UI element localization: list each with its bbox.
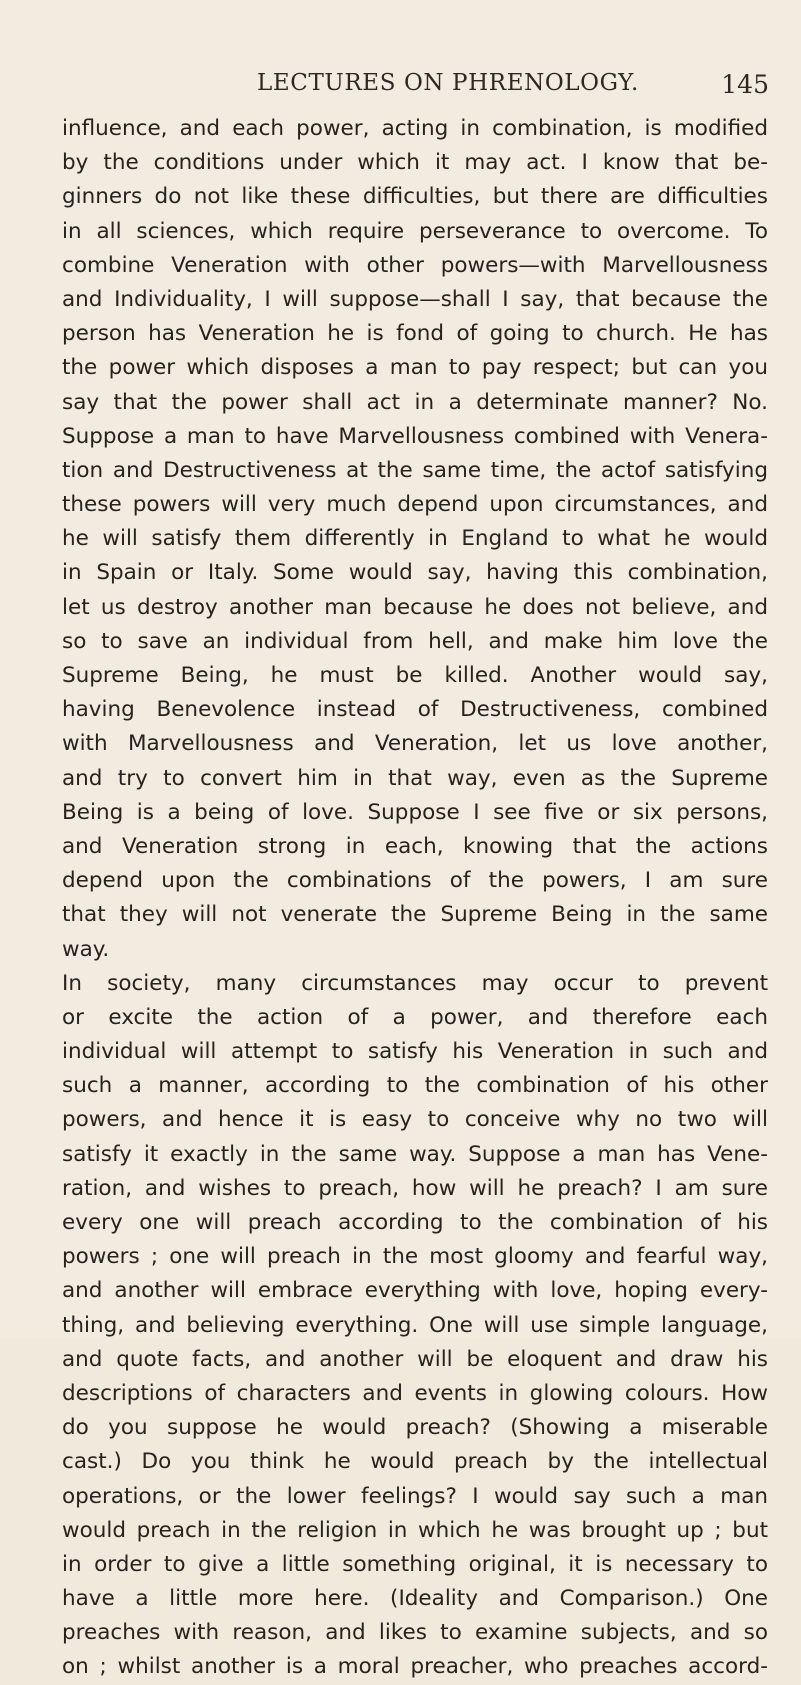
text-line: on ; whilst another is a moral preacher, who preaches accord- <box>62 1654 768 1680</box>
text-line: ration, and wishes to preach, how will he preach? I am sure <box>62 1175 768 1201</box>
text-line: Being is a being of love. Suppose I see five or six persons, <box>62 799 768 825</box>
text-line: let us destroy another man because he does not believe, and <box>62 594 768 620</box>
text-line: Suppose a man to have Marvellousness combined with Venera- <box>62 423 768 449</box>
running-title: LECTURES ON PHRENOLOGY. <box>257 70 639 96</box>
text-line: have a little more here. (Ideality and Comparison.) One <box>62 1586 768 1612</box>
body-text <box>62 112 768 1685</box>
running-head <box>62 70 769 110</box>
text-line: every one will preach according to the combination of his <box>62 1210 768 1235</box>
text-line: do you suppose he would preach? (Showing a miserable <box>62 1415 768 1441</box>
text-line: and Individuality, I will suppose—shall I say, that because the <box>62 286 768 312</box>
text-line: powers, and hence it is easy to conceive why no two will <box>62 1107 768 1133</box>
text-line: in Spain or Italy. Some would say, having this combination, <box>62 560 768 586</box>
text-line: in all sciences, which require perseverance to overcome. To <box>62 218 768 244</box>
text-line: satisfy it exactly in the same way. Suppose a man has Vene- <box>62 1141 768 1167</box>
text-line: in order to give a little something original, it is necessary to <box>62 1551 768 1577</box>
text-line: depend upon the combinations of the powers, I am sure <box>62 868 768 894</box>
text-line: powers ; one will preach in the most gloomy and fearful way, <box>62 1244 768 1270</box>
text-line: influence, and each power, acting in combination, is modified <box>62 116 768 141</box>
text-line: preaches with reason, and likes to examine subjects, and so <box>62 1620 768 1646</box>
text-line: and try to convert him in that way, even as the Supreme <box>62 765 768 791</box>
text-line: and another will embrace everything with love, hoping every- <box>62 1278 768 1304</box>
text-line: operations, or the lower feelings? I would say such a man <box>62 1483 768 1509</box>
text-line: by the conditions under which it may act. I know that be- <box>62 150 768 176</box>
text-line: having Benevolence instead of Destructiveness, combined <box>62 697 768 723</box>
text-line: that they will not venerate the Supreme Being in the same <box>62 902 768 928</box>
text-line: so to save an individual from hell, and make him love the <box>62 628 768 654</box>
text-line: with Marvellousness and Veneration, let us love another, <box>62 731 768 757</box>
text-line: and quote facts, and another will be eloquent and draw his <box>62 1346 768 1372</box>
text-line: such a manner, according to the combination of his other <box>62 1073 768 1099</box>
text-line: he will satisfy them differently in England to what he would <box>62 526 768 552</box>
text-line: Supreme Being, he must be killed. Another would say, <box>62 663 768 688</box>
text-line: combine Veneration with other powers—with Marvellousness <box>62 252 768 278</box>
paragraph-end-line: way. <box>62 936 110 962</box>
page-number: 145 <box>721 70 769 99</box>
text-line: and Veneration strong in each, knowing that the actions <box>62 833 768 859</box>
text-line: thing, and believing everything. One will use simple language, <box>62 1312 768 1338</box>
text-line: or excite the action of a power, and therefore each <box>62 1004 768 1030</box>
text-line: descriptions of characters and events in glowing colours. How <box>62 1380 768 1406</box>
text-line: ginners do not like these difficulties, but there are difficulties <box>62 184 768 210</box>
text-line: these powers will very much depend upon circumstances, and <box>62 492 768 518</box>
text-line: person has Veneration he is fond of going to church. He has <box>62 321 768 347</box>
text-line: the power which disposes a man to pay respect; but can you <box>62 355 768 381</box>
text-line: would preach in the religion in which he was brought up ; but <box>62 1517 768 1543</box>
text-line: cast.) Do you think he would preach by the intellectual <box>62 1449 768 1475</box>
text-line: individual will attempt to satisfy his Veneration in such and <box>62 1039 768 1065</box>
text-line: tion and Destructiveness at the same time, the actof satisfying <box>62 457 768 483</box>
text-line: say that the power shall act in a determinate manner? No. <box>62 389 768 415</box>
text-line: In society, many circumstances may occur to prevent <box>62 970 768 996</box>
